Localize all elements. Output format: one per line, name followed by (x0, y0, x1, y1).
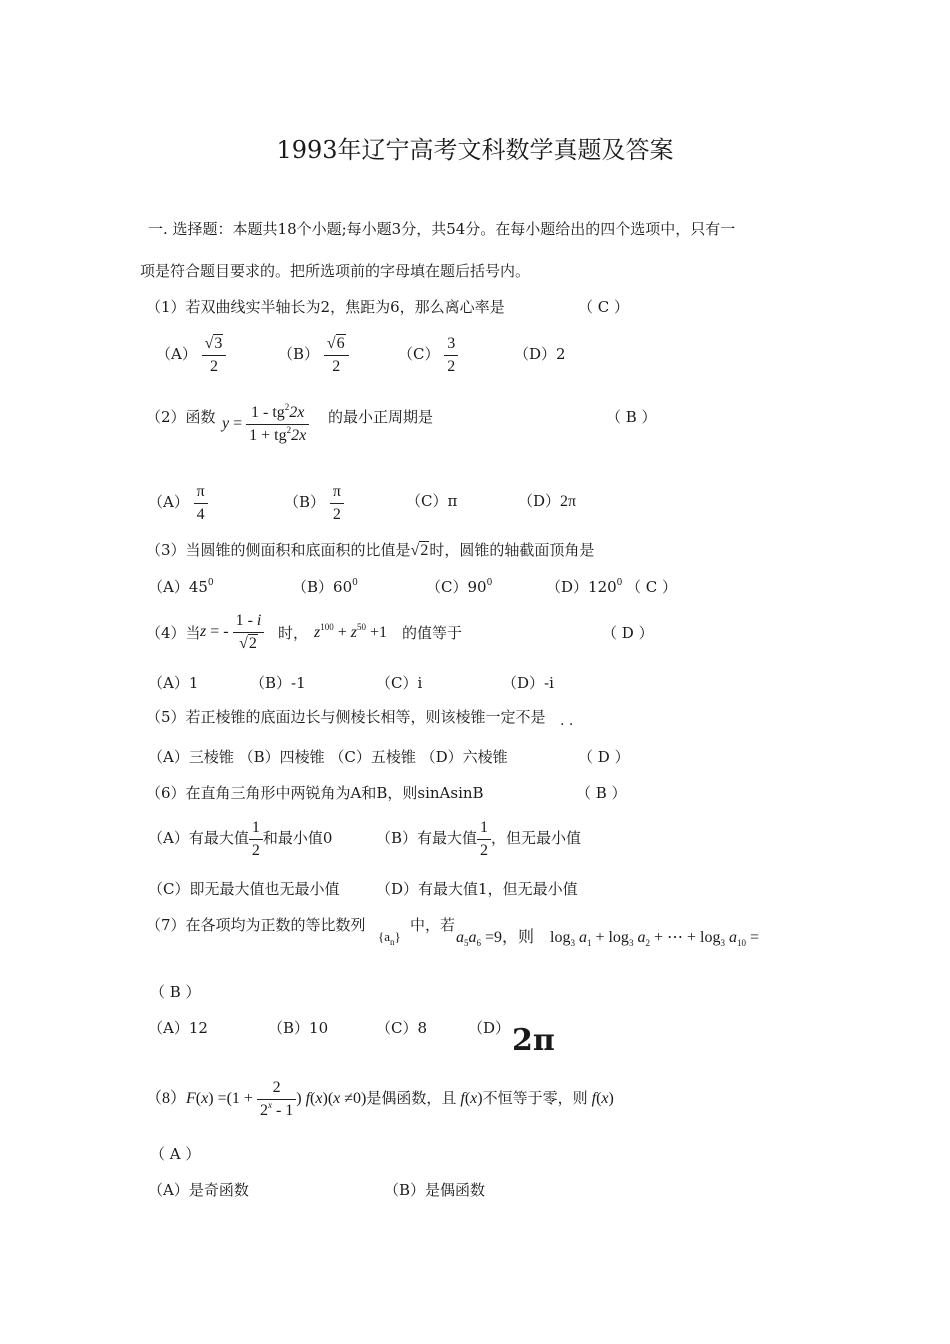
q3-b-deg: 0 (352, 578, 358, 588)
q7-log2-sub: 2 (645, 938, 650, 948)
q1-text: （1）若双曲线实半轴长为2，焦距为6，那么离心率是 (146, 298, 505, 316)
q8-f2-close: ) (477, 1090, 483, 1107)
q2-option-b-fraction (330, 483, 344, 524)
q1-c-den: 2 (447, 357, 456, 375)
q8-fraction (257, 1079, 296, 1120)
q3-answer: （ C ） (626, 578, 678, 596)
q7-a5: a (456, 929, 464, 946)
q8-f2-x: x (470, 1090, 478, 1107)
q8-cond-x: x (333, 1090, 341, 1107)
page-title: 1993年辽宁高考文科数学真题及答案 (276, 136, 674, 164)
section-intro-line1: 一. 选择题：本题共18个小题;每小题3分，共54分。在每小题给出的四个选项中，只有一 (148, 220, 736, 238)
q8-mid: 是偶函数，且 (366, 1089, 457, 1107)
q1-option-a-fraction: $\frac{√3}{2}$ (202, 335, 227, 376)
q8-f3-x: x (601, 1090, 609, 1107)
q2-option-a (148, 482, 208, 524)
q4-z: z (200, 623, 207, 641)
q7-log1: log (550, 929, 571, 946)
q5-answer: （ D ） (578, 748, 630, 766)
q1-option-d: （D）2 (514, 345, 566, 363)
q7-option-b: （B）10 (268, 1019, 329, 1037)
q8-den-tail: - 1 (271, 1101, 294, 1119)
q3-option-b (292, 578, 358, 596)
q1-answer: （ C ） (578, 298, 630, 316)
q1-a-radicand: 3 (214, 334, 223, 352)
q3-text (146, 541, 594, 560)
q6-option-b (376, 818, 581, 860)
q2-a-den: 4 (196, 505, 205, 523)
q2-eq: = (229, 415, 243, 433)
q1-c-num: 3 (444, 335, 458, 356)
q7-log3: log (700, 929, 721, 946)
q6-b-den: 2 (480, 841, 489, 859)
q5-emphasis-dots: · · (560, 717, 574, 733)
q6-option-d: （D）有最大值1，但无最小值 (376, 880, 578, 898)
q2-den-arg: 2x (291, 427, 307, 444)
q1-option-b-fraction: $\frac{√6}{2}$ (324, 335, 349, 376)
q7-text: （7）在各项均为正数的等比数列 (146, 916, 366, 934)
q4-answer: （ D ） (602, 624, 654, 642)
q3-radical: √2 (410, 542, 429, 559)
q6-b-num: 1 (477, 819, 491, 840)
q3-option-a (148, 578, 214, 596)
q8-cond-open: ( (327, 1090, 334, 1107)
q7-plus3: + (682, 929, 700, 946)
q6-a-post: 和最小值0 (262, 829, 333, 847)
q7-log-sum (550, 929, 759, 947)
q2-option-b (284, 482, 344, 524)
q7-option-d-value: 2π (512, 1023, 555, 1058)
q7-log3-a: a (728, 929, 737, 946)
q7-a6: a (468, 929, 477, 946)
q8-F-open: ( (195, 1090, 202, 1107)
q8-f2: f (460, 1090, 465, 1107)
q2-answer: （ B ） (606, 408, 657, 426)
q7-sequence (378, 928, 401, 946)
q7-seq-open: {a (378, 929, 391, 944)
q3-option-d (546, 578, 622, 596)
q2-label: （2）函数 (146, 408, 216, 426)
q3-d-deg: 0 (616, 578, 623, 588)
q8-option-a: （A）是奇函数 (148, 1181, 249, 1199)
section-intro-line2: 项是符合题目要求的。把所选项前的字母填在题后括号内。 (140, 262, 531, 280)
q6-b-post: ，但无最小值 (491, 829, 582, 847)
q1-option-c (398, 334, 458, 376)
q6-b-fraction (477, 819, 491, 860)
q1-option-c-label: （C） (398, 345, 440, 363)
q6-text: （6）在直角三角形中两锐角为A和B，则sinAsinB (146, 784, 484, 802)
q6-option-c: （C）即无最大值也无最小值 (148, 880, 340, 898)
q2-b-num: π (330, 483, 344, 504)
q2-option-d-label: （D） (518, 492, 561, 510)
q4-option-c: （C）i (376, 674, 423, 692)
q8-F: F (186, 1090, 196, 1107)
q4-expr-z1: z (314, 624, 321, 641)
q4-option-d: （D）-i (502, 674, 554, 692)
q6-a-fraction (249, 819, 263, 860)
q7-eq9: =9 (481, 929, 503, 946)
q7-seq-n: n (390, 937, 395, 947)
q2-num-sq: 2 (284, 402, 290, 412)
q8-neq: ≠0) (340, 1090, 367, 1107)
q2-b-den: 2 (332, 505, 341, 523)
q4-suffix: 的值等于 (402, 624, 463, 642)
q5-options: （A）三棱锥 （B）四棱锥 （C）五棱锥 （D）六棱锥 (148, 748, 508, 766)
q8-paren-close: ) (296, 1090, 302, 1107)
q7-then: ，则 (502, 929, 535, 946)
q2-fraction (246, 404, 309, 445)
q8-f3-open: ( (596, 1090, 602, 1107)
q7-mid: 中，若 (410, 916, 456, 934)
q4-mid: 时， (278, 624, 309, 642)
q2-num-arg: 2x (289, 404, 305, 421)
q3-radicand: 2 (420, 542, 429, 559)
q2-suffix: 的最小正周期是 (328, 408, 434, 426)
q6-a-num: 1 (249, 819, 263, 840)
q8-F-x: x (201, 1090, 209, 1107)
q6-option-a (148, 818, 332, 860)
q3-suffix: 时，圆锥的轴截面顶角是 (429, 541, 595, 559)
q7-log1-base: 3 (570, 938, 575, 948)
q7-option-d: （D） (468, 1019, 511, 1037)
q7-ellipsis: ⋯ (666, 929, 683, 946)
q8-answer: （ A ） (150, 1145, 201, 1163)
q7-sub6: 6 (476, 938, 481, 948)
q4-den-radicand: 2 (248, 635, 257, 652)
q8-eq: =(1 + (213, 1090, 257, 1107)
q4-option-a: （A）1 (148, 674, 199, 692)
q6-b-pre: （B）有最大值 (376, 829, 478, 847)
q7-answer: （ B ） (150, 983, 201, 1001)
q7-log2-a: a (637, 929, 646, 946)
q6-a-den: 2 (251, 841, 260, 859)
q6-answer: （ B ） (576, 784, 627, 802)
q7-log2: log (608, 929, 629, 946)
q8-f-close: ) (322, 1090, 328, 1107)
q2-option-a-label: （A） (148, 493, 189, 511)
q7-log1-sub: 1 (586, 938, 592, 948)
q2-d-value: 2π (560, 493, 577, 510)
q7-log2-base: 3 (628, 938, 634, 948)
q7-seq-close: } (394, 929, 401, 944)
q4-expression (314, 624, 387, 642)
q2-option-b-label: （B） (284, 493, 326, 511)
q1-a-den: 2 (210, 357, 219, 375)
q3-option-b-label: （B）60 (292, 578, 353, 596)
q2-option-d (518, 492, 576, 511)
q7-log3-base: 3 (720, 938, 725, 948)
q4-label: （4）当 (146, 624, 201, 642)
q4-plus-one: +1 (366, 624, 388, 641)
q8-den-exp: x (267, 1099, 272, 1110)
q1-option-b-label: （B） (278, 345, 320, 363)
q2-den-sq: 2 (286, 425, 292, 435)
q6-a-pre: （A）有最大值 (148, 829, 249, 847)
q3-option-c-label: （C）90 (426, 578, 487, 596)
q8-F-close: ) (208, 1090, 214, 1107)
q1-option-c-fraction (444, 335, 458, 376)
q7-equals: = (745, 929, 759, 946)
q8-option-b: （B）是偶函数 (384, 1181, 486, 1199)
q8-f-x: x (315, 1090, 323, 1107)
q4-option-b: （B）-1 (250, 674, 306, 692)
q5-text: （5）若正棱锥的底面边长与侧棱长相等，则该棱锥一定不是 (146, 708, 546, 726)
q2-option-c: （C）π (406, 492, 458, 510)
q7-sub5: 5 (464, 938, 469, 948)
q8-label: （8） (146, 1090, 187, 1107)
q4-eq: = - (206, 623, 229, 641)
q7-plus1: + (591, 929, 609, 946)
q3-option-d-label: （D）120 (546, 578, 617, 596)
q8-f3-close: ) (608, 1090, 614, 1107)
q1-b-radicand: 6 (336, 334, 345, 352)
q3-a-deg: 0 (207, 578, 214, 588)
q4-expr-z2: z (350, 624, 357, 641)
q3-c-deg: 0 (486, 578, 493, 588)
q4-fraction: $\frac{1 - i}{√2}$ (233, 612, 265, 653)
q7-plus2: + (649, 929, 667, 946)
q4-num-i: i (256, 612, 262, 629)
q4-formula (200, 612, 264, 653)
q8-formula (146, 1076, 614, 1121)
q7-log1-a: a (578, 929, 587, 946)
q8-mid2: 不恒等于零，则 (482, 1089, 588, 1107)
q8-den-base: 2 (259, 1101, 268, 1119)
q8-f: f (305, 1090, 311, 1107)
q2-formula (222, 404, 309, 445)
q2-den: 1 + tg (249, 427, 287, 444)
q1-b-den: 2 (332, 357, 341, 375)
q8-f3: f (591, 1090, 597, 1107)
q7-log3-sub: 10 (736, 938, 746, 948)
q2-y: y (222, 415, 230, 433)
q4-power-50: 50 (357, 622, 366, 632)
q7-option-c: （C）8 (376, 1019, 428, 1037)
q1-option-a-label: （A） (156, 345, 197, 363)
q1-option-b (278, 334, 349, 376)
q3-option-c (426, 578, 492, 596)
q3-option-a-label: （A）45 (148, 578, 208, 596)
q7-option-a: （A）12 (148, 1019, 208, 1037)
q2-a-num: π (194, 483, 208, 504)
q3-text-main: （3）当圆锥的侧面积和底面积的比值是 (146, 541, 411, 559)
q4-power-100: 100 (320, 622, 334, 632)
q4-plus: + (333, 624, 351, 641)
q8-f2-open: ( (464, 1090, 471, 1107)
q8-num: 2 (257, 1079, 296, 1100)
q1-option-a (156, 334, 226, 376)
q2-option-a-fraction (194, 483, 208, 524)
q7-condition (456, 929, 534, 947)
q8-f-open: ( (310, 1090, 316, 1107)
q2-num: 1 - tg (250, 404, 285, 421)
q4-num: 1 - (235, 612, 257, 629)
